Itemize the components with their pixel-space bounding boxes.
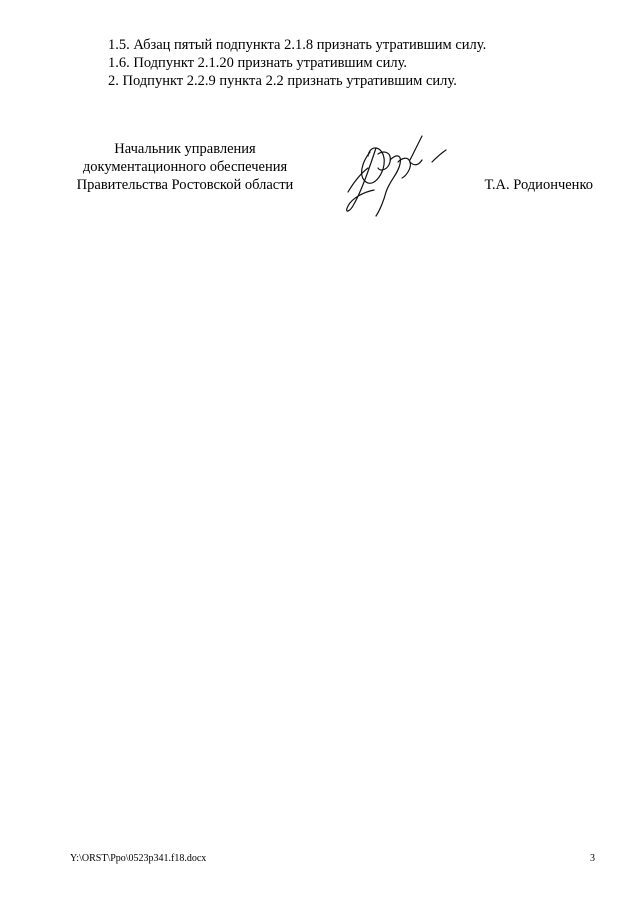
page-number: 3 [590, 853, 595, 864]
position-title [60, 140, 310, 194]
signatory-name: Т.А. Родионченко [484, 177, 593, 193]
position-line-3: Правительства Ростовской области [76, 177, 294, 193]
item-1-6: 1.6. Подпункт 2.1.20 признать утратившим силу. [108, 55, 408, 71]
handwritten-signature [340, 132, 450, 218]
document-items [108, 36, 608, 90]
item-1-5: 1.5. Абзац пятый подпункта 2.1.8 признать утратившим силу. [108, 37, 487, 53]
position-line-1: Начальник управления [114, 141, 256, 157]
item-2: 2. Подпункт 2.2.9 пункта 2.2 признать утратившим силу. [108, 73, 457, 89]
position-line-2: документационного обеспечения [82, 159, 288, 175]
footer-file-path: Y:\ORST\Ppo\0523p341.f18.docx [70, 853, 207, 864]
